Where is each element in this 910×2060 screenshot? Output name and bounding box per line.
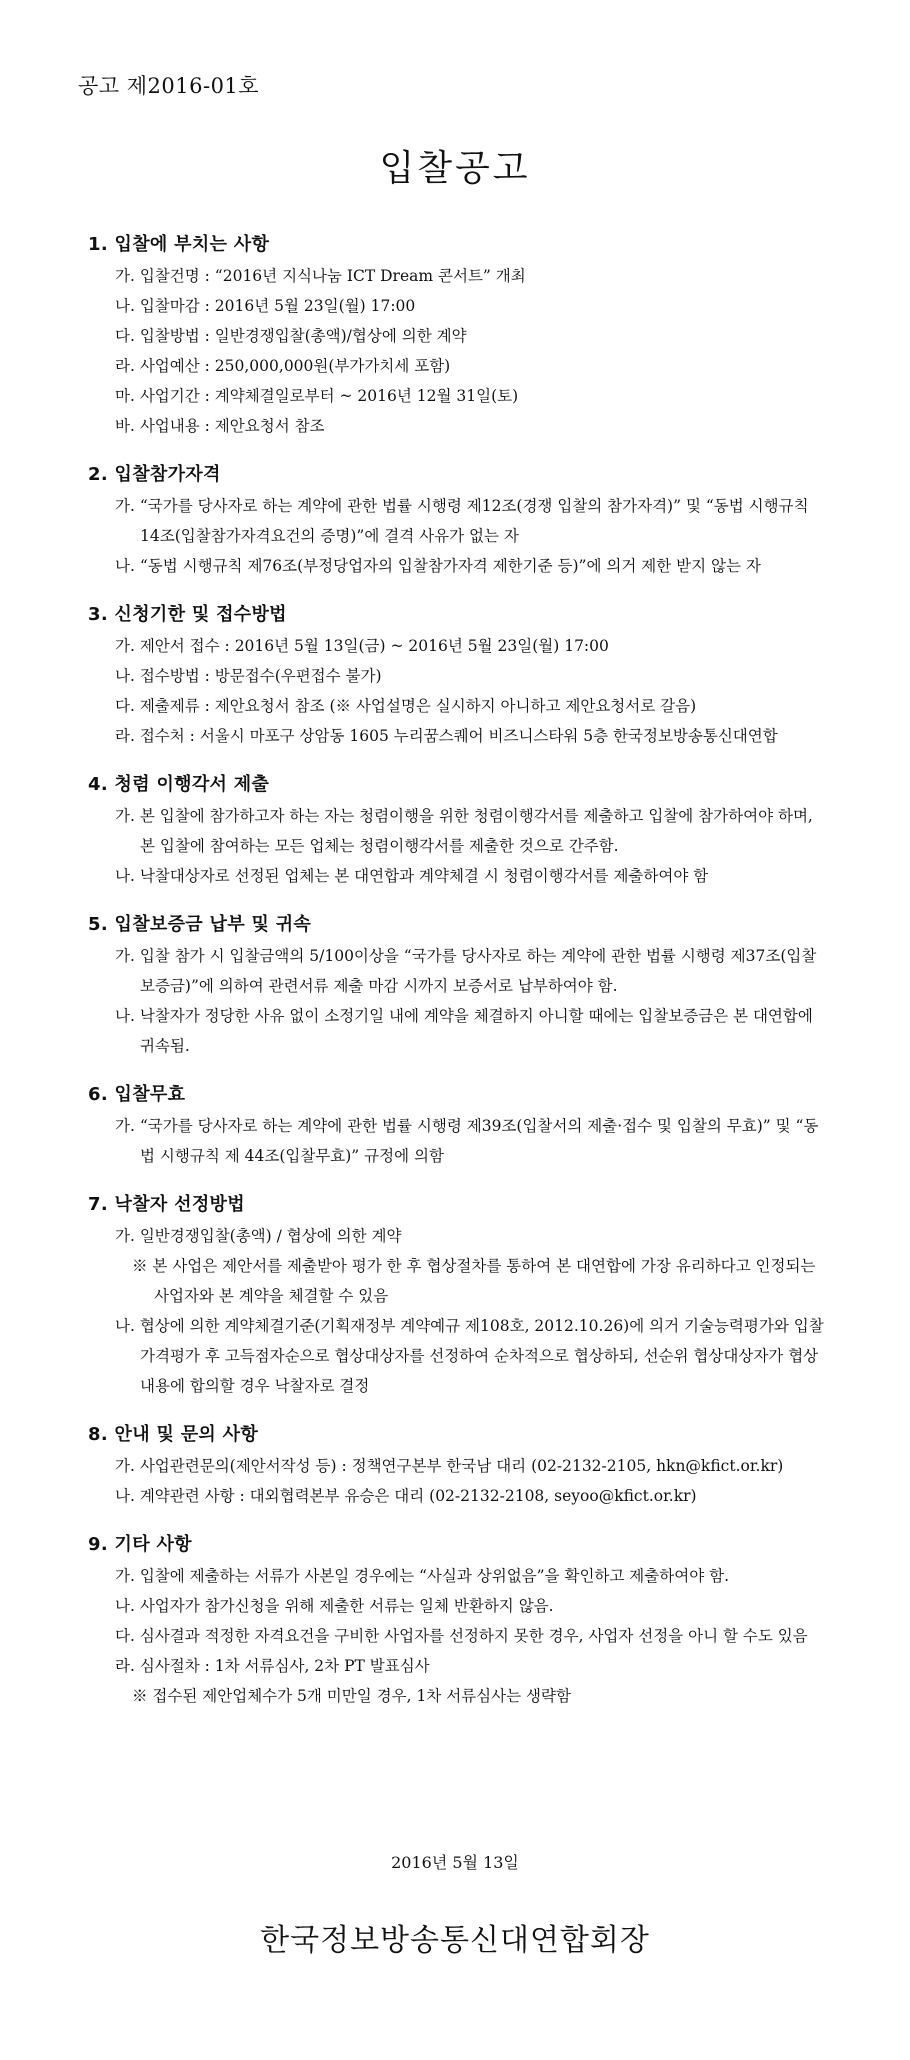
list-item: 라. 사업예산 : 250,000,000원(부가가치세 포함) (115, 357, 451, 375)
list-item: 나. 사업자가 참가신청을 위해 제출한 서류는 일체 반환하지 않음. (115, 1597, 554, 1615)
list-item: 가. 사업관련문의(제안서작성 등) : 정책연구본부 한국남 대리 (02-2132-2105, hkn@kfict.or.kr) (115, 1457, 784, 1475)
page-title: 입찰공고 (379, 148, 531, 189)
list-item: 가. 본 입찰에 참가하고자 하는 자는 청렴이행을 위한 청렴이행각서를 제출하고 입찰에 참가하여야 하며, 본 입찰에 참여하는 모든 업체는 청렴이행각서를 제출한 것으로 간주함. (115, 807, 813, 855)
list-item: 나. 입찰마감 : 2016년 5월 23일(월) 17:00 (115, 297, 416, 315)
section-award-method (88, 1190, 828, 1401)
list-item: 다. 입찰방법 : 일반경쟁입찰(총액)/협상에 의한 계약 (115, 327, 467, 345)
list-item: 라. 접수처 : 서울시 마포구 상암동 1605 누리꿈스퀘어 비즈니스타워 5층 한국정보방송통신대연합 (115, 727, 778, 745)
section-title: 7. 낙찰자 선정방법 (88, 1194, 245, 1215)
section-title: 8. 안내 및 문의 사항 (88, 1424, 259, 1445)
section-bid-invalid (88, 1080, 828, 1171)
list-item: 가. “국가를 당사자로 하는 계약에 관한 법률 시행령 제12조(경쟁 입찰의 참가자격)” 및 “동법 시행규칙 14조(입찰참가자격요건의 증명)”에 결격 사유가 없는 자 (115, 497, 809, 545)
list-item: 마. 사업기간 : 계약체결일로부터 ~ 2016년 12월 31일(토) (115, 387, 519, 405)
list-item: 다. 제출제류 : 제안요청서 참조 (※ 사업설명은 실시하지 아니하고 제안요청서로 갈음) (115, 697, 697, 715)
section-title: 6. 입찰무효 (88, 1084, 186, 1105)
section-title: 3. 신청기한 및 접수방법 (88, 604, 287, 625)
section-title: 2. 입찰참가자격 (88, 464, 221, 485)
list-item: 가. 입찰에 제출하는 서류가 사본일 경우에는 “사실과 상위없음”을 확인하고 제출하여야 함. (115, 1567, 730, 1585)
note: ※ 본 사업은 제안서를 제출받아 평가 한 후 협상절차를 통하여 본 대연합에 가장 유리하다고 인정되는 사업자와 본 계약을 체결할 수 있음 (132, 1257, 816, 1305)
list-item: 가. 제안서 접수 : 2016년 5월 13일(금) ~ 2016년 5월 23일(월) 17:00 (115, 637, 609, 655)
list-item: 나. 계약관련 사항 : 대외협력본부 유승은 대리 (02-2132-2108, seyoo@kfict.or.kr) (115, 1487, 697, 1505)
section-qualification (88, 460, 828, 581)
list-item: 가. 입찰건명 : “2016년 지식나눔 ICT Dream 콘서트” 개최 (115, 267, 526, 285)
list-item: 나. 낙찰자가 정당한 사유 없이 소정기일 내에 계약을 체결하지 아니할 때에는 입찰보증금은 본 대연합에 귀속됨. (115, 1007, 813, 1055)
list-item: 다. 심사결과 적정한 자격요건을 구비한 사업자를 선정하지 못한 경우, 사업자 선정을 아니 할 수도 있음 (115, 1627, 808, 1645)
issuer-signature: 한국정보방송통신대연합회장 (260, 1923, 650, 1958)
section-inquiry (88, 1420, 828, 1511)
section-bid-items (88, 230, 828, 441)
section-title: 4. 청렴 이행각서 제출 (88, 774, 270, 795)
notice-body (88, 230, 828, 1730)
notice-date: 2016년 5월 13일 (391, 1853, 519, 1872)
section-misc (88, 1530, 828, 1711)
section-title: 9. 기타 사항 (88, 1534, 192, 1555)
section-integrity-pledge (88, 770, 828, 891)
note: ※ 접수된 제안업체수가 5개 미만일 경우, 1차 서류심사는 생략함 (132, 1687, 571, 1705)
list-item: 나. 접수방법 : 방문접수(우편접수 불가) (115, 667, 382, 685)
list-item: 바. 사업내용 : 제안요청서 참조 (115, 417, 325, 435)
list-item: 가. “국가를 당사자로 하는 계약에 관한 법률 시행령 제39조(입찰서의 제출·접수 및 입찰의 무효)” 및 “동법 시행규칙 제 44조(입찰무효)” 규정에 의함 (115, 1117, 819, 1165)
section-application (88, 600, 828, 751)
list-item: 가. 입찰 참가 시 입찰금액의 5/100이상을 “국가를 당사자로 하는 계약에 관한 법률 시행령 제37조(입찰보증금)”에 의하여 관련서류 제출 마감 시까지 보증서로 납부하여야 함. (115, 947, 817, 995)
notice-number: 공고 제2016-01호 (78, 74, 260, 98)
list-item: 가. 일반경쟁입찰(총액) / 협상에 의한 계약 (115, 1227, 402, 1245)
section-title: 1. 입찰에 부치는 사항 (88, 234, 270, 255)
list-item: 나. “동법 시행규칙 제76조(부정당업자의 입찰참가자격 제한기준 등)”에 의거 제한 받지 않는 자 (115, 557, 761, 575)
section-title: 5. 입찰보증금 납부 및 귀속 (88, 914, 312, 935)
list-item: 라. 심사절차 : 1차 서류심사, 2차 PT 발표심사 (115, 1657, 430, 1675)
section-bid-deposit (88, 910, 828, 1061)
list-item: 나. 협상에 의한 계약체결기준(기획재정부 계약예규 제108호, 2012.10.26)에 의거 기술능력평가와 입찰가격평가 후 고득점자순으로 협상대상자를 선정하여 순차적으로 협상하되, 선순위 협상대상자가 협상내용에 합의할 경우 낙찰자로 결정 (115, 1317, 824, 1395)
list-item: 나. 낙찰대상자로 선정된 업체는 본 대연합과 계약체결 시 청렴이행각서를 제출하여야 함 (115, 867, 709, 885)
